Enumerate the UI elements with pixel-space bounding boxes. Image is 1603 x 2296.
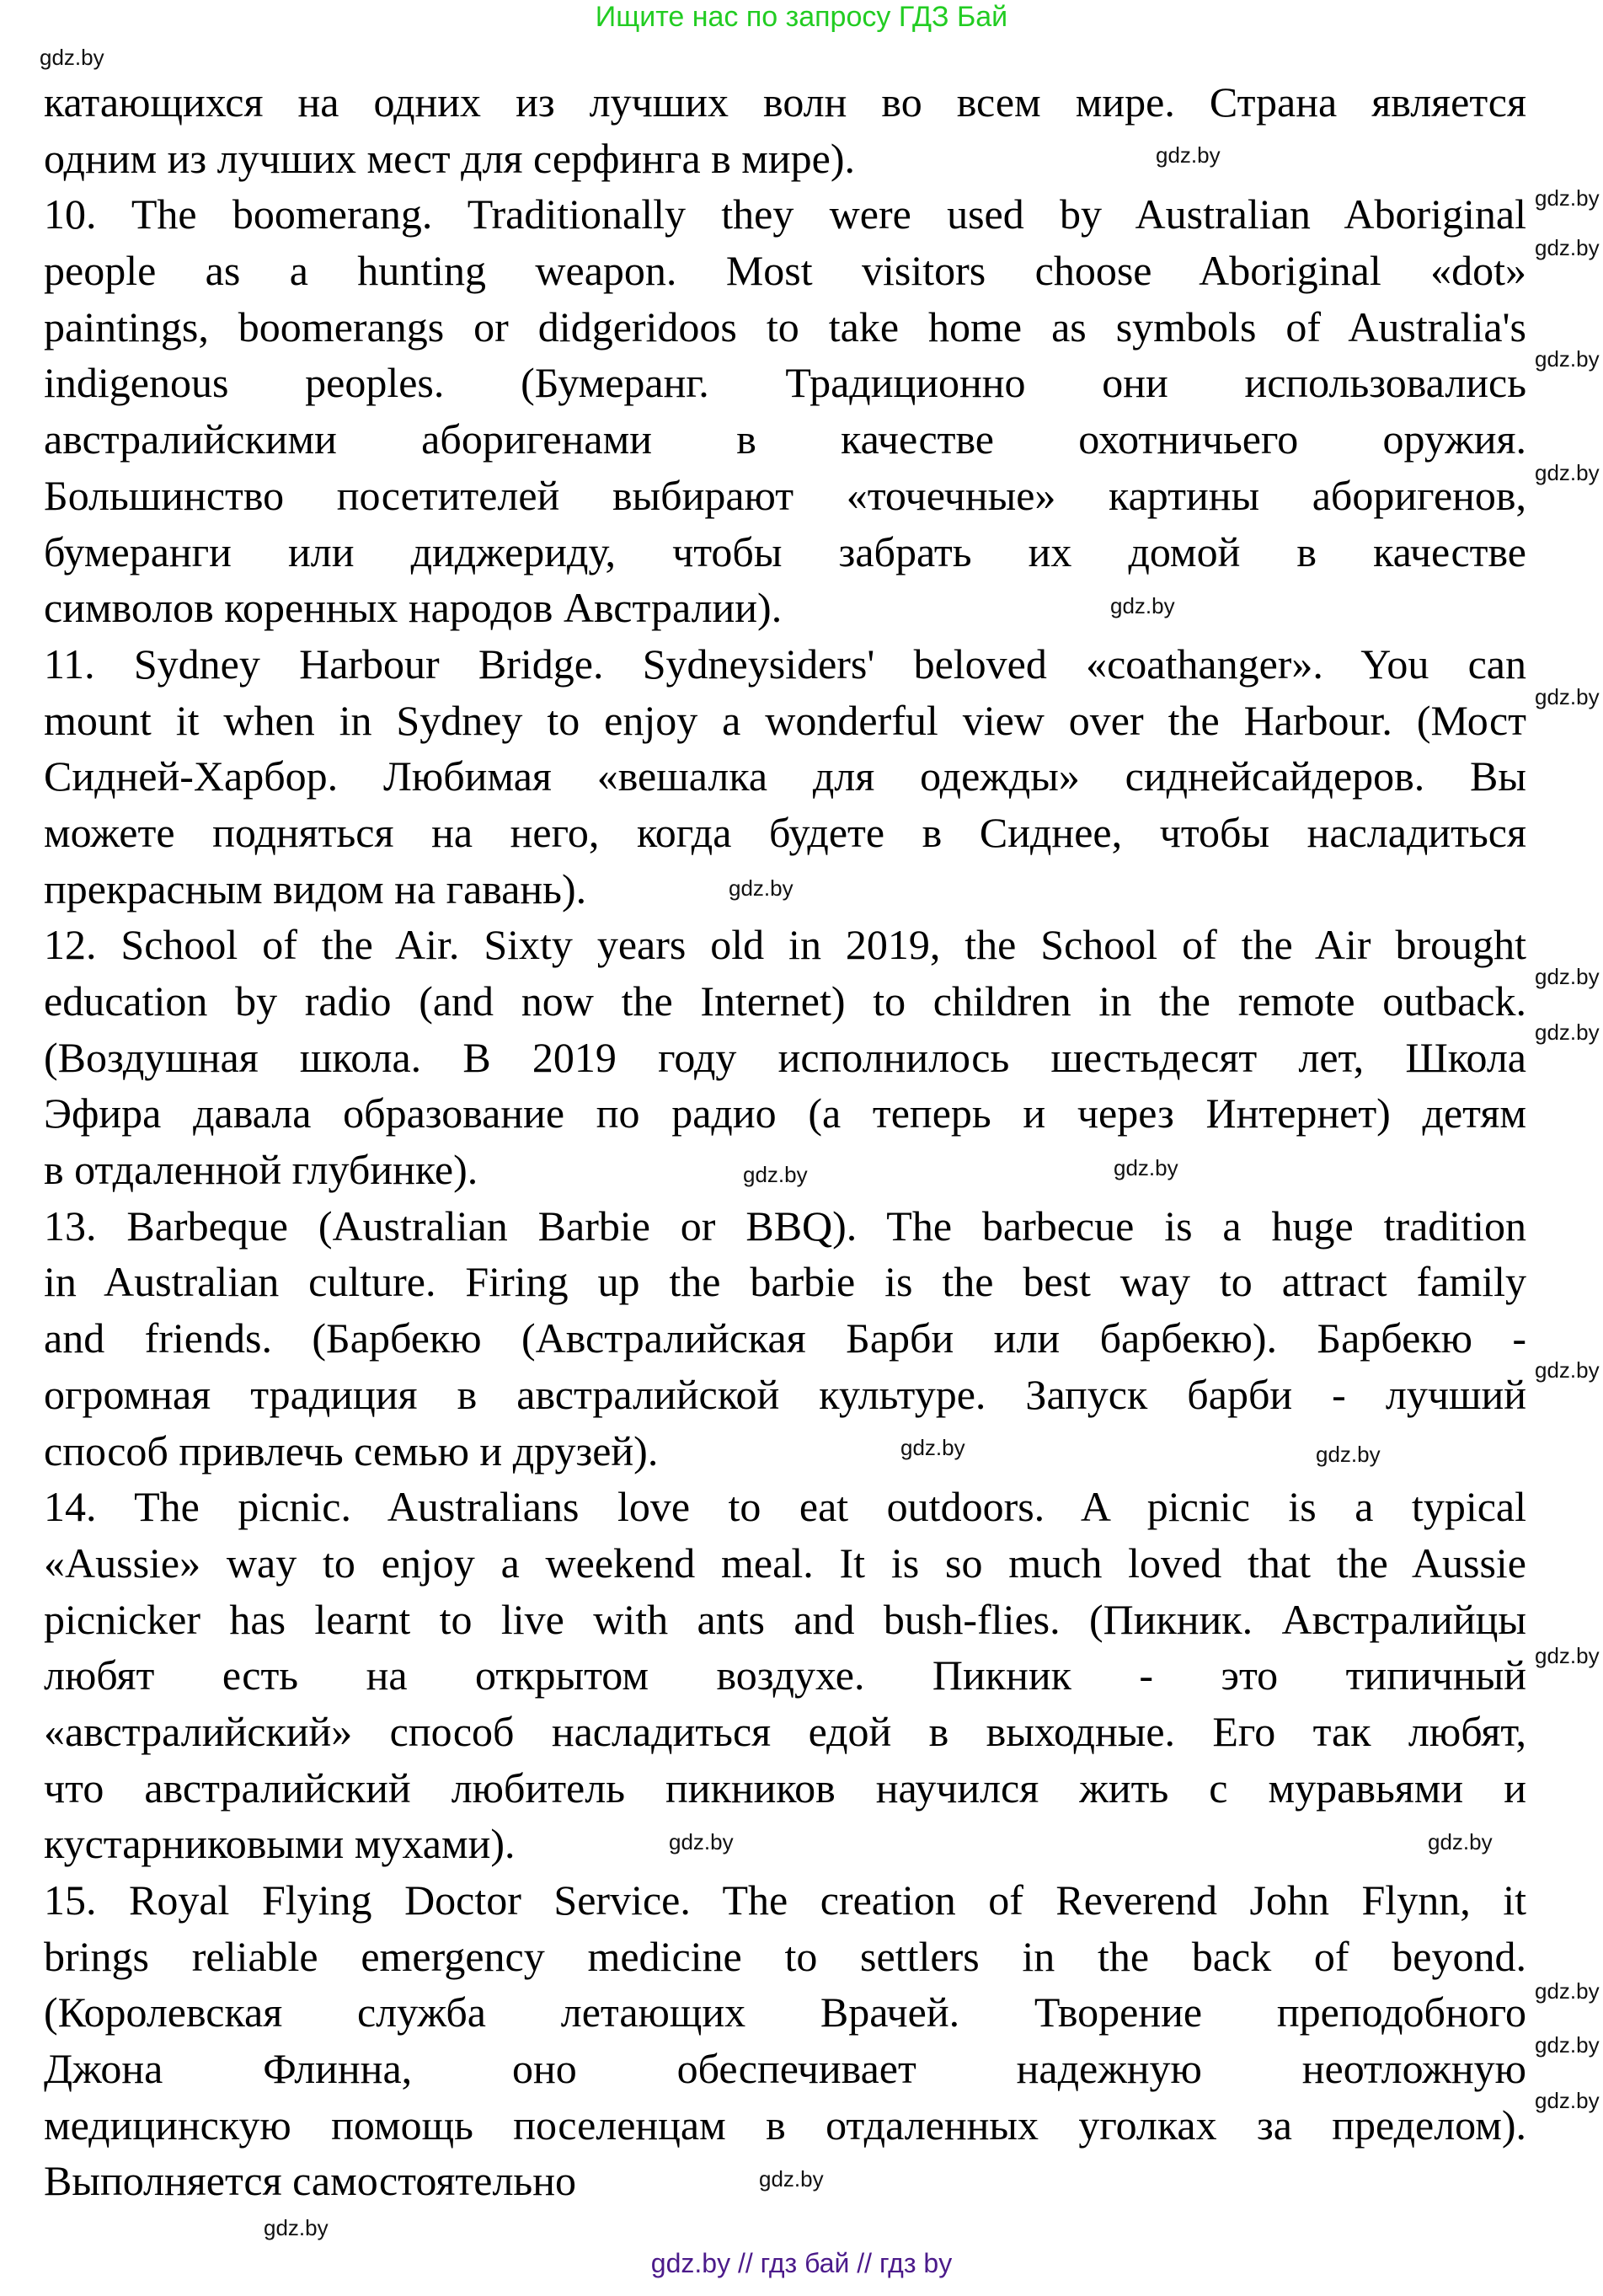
watermark: gdz.by: [1535, 1643, 1600, 1668]
text-line: 10. The boomerang. Traditionally they were used by Australian Aboriginal: [44, 190, 1526, 238]
watermark: gdz.by: [759, 2166, 824, 2192]
watermark: gdz.by: [1535, 1357, 1600, 1383]
text-line: paintings, boomerangs or didgeridoos to take home as symbols of Australia's: [44, 302, 1526, 351]
text-line: Большинство посетителей выбирают «точечные» картины аборигенов,: [44, 471, 1526, 519]
text-line: indigenous peoples. (Бумеранг. Традиционно они использовались: [44, 359, 1526, 407]
text-line: медицинскую помощь поселенцам в отдаленных уголках за пределом).: [44, 2101, 1526, 2149]
search-hint-banner[interactable]: Ищите нас по запросу ГДЗ Бай: [595, 1, 1008, 33]
text-line: people as a hunting weapon. Most visitors choose Aboriginal «dot»: [44, 247, 1526, 295]
text-line: education by radio (and now the Internet) to children in the remote outback.: [44, 977, 1526, 1025]
text-line: 15. Royal Flying Doctor Service. The creation of Reverend John Flynn, it: [44, 1876, 1526, 1924]
text-line: в отдаленной глубинке).: [44, 1146, 478, 1194]
watermark: gdz.by: [1535, 684, 1600, 709]
text-line: Выполняется самостоятельно: [44, 2157, 576, 2205]
watermark: gdz.by: [1535, 460, 1600, 485]
text-line: «австралийский» способ насладиться едой в выходные. Его так любят,: [44, 1707, 1526, 1755]
text-line: (Королевская служба летающих Врачей. Творение преподобного: [44, 1988, 1526, 2036]
watermark: gdz.by: [669, 1829, 734, 1854]
text-line: кустарниковыми мухами).: [44, 1820, 516, 1868]
watermark: gdz.by: [264, 2215, 329, 2240]
watermark: gdz.by: [1535, 235, 1600, 260]
watermark: gdz.by: [1535, 964, 1600, 989]
watermark: gdz.by: [1535, 346, 1600, 372]
text-line: picnicker has learnt to live with ants and bush-flies. (Пикник. Австралийцы: [44, 1595, 1526, 1643]
text-line: 12. School of the Air. Sixty years old in 2019, the School of the Air brought: [44, 921, 1526, 969]
text-line: Сидней-Харбор. Любимая «вешалка для одежды» сиднейсайдеров. Вы: [44, 752, 1526, 800]
text-line: австралийскими аборигенами в качестве охотничьего оружия.: [44, 415, 1526, 463]
watermark: gdz.by: [729, 875, 793, 901]
text-line: одним из лучших мест для серфинга в мире).: [44, 134, 855, 182]
text-line: огромная традиция в австралийской культуре. Запуск барби - лучший: [44, 1370, 1526, 1418]
text-line: in Australian culture. Firing up the barbie is the best way to attract family: [44, 1258, 1526, 1306]
text-line: символов коренных народов Австралии).: [44, 584, 783, 632]
watermark: gdz.by: [1156, 142, 1221, 168]
text-line: (Воздушная школа. В 2019 году исполнилось шестьдесят лет, Школа: [44, 1033, 1526, 1081]
watermark: gdz.by: [1535, 185, 1600, 211]
watermark: gdz.by: [1110, 593, 1175, 618]
text-line: 14. The picnic. Australians love to eat outdoors. A picnic is a typical: [44, 1483, 1526, 1531]
text-line: 13. Barbeque (Australian Barbie or BBQ). The barbecue is a huge tradition: [44, 1202, 1526, 1250]
text-line: «Aussie» way to enjoy a weekend meal. It is so much loved that the Aussie: [44, 1539, 1526, 1587]
watermark: gdz.by: [1316, 1442, 1381, 1467]
text-line: катающихся на одних из лучших волн во всем мире. Страна является: [44, 78, 1526, 126]
footer-links[interactable]: gdz.by // гдз бай // гдз by: [650, 2248, 953, 2278]
text-line: mount it when in Sydney to enjoy a wonderful view over the Harbour. (Мост: [44, 696, 1526, 744]
text-line: brings reliable emergency medicine to settlers in the back of beyond.: [44, 1932, 1526, 1980]
watermark: gdz.by: [900, 1435, 965, 1460]
watermark: gdz.by: [1535, 1020, 1600, 1045]
document-body: [44, 74, 1526, 2209]
text-line: Эфира давала образование по радио (а теперь и через Интернет) детям: [44, 1089, 1526, 1137]
text-line: Джона Флинна, оно обеспечивает надежную неотложную: [44, 2045, 1526, 2093]
text-line: можете подняться на него, когда будете в Сиднее, чтобы насладиться: [44, 808, 1526, 856]
text-line: что австралийский любитель пикников научился жить с муравьями и: [44, 1763, 1526, 1812]
watermark: gdz.by: [1535, 2032, 1600, 2058]
text-line: любят есть на открытом воздухе. Пикник - это типичный: [44, 1651, 1526, 1699]
watermark: gdz.by: [40, 45, 104, 70]
watermark: gdz.by: [1535, 1978, 1600, 2004]
watermark: gdz.by: [1535, 2088, 1600, 2113]
text-line: прекрасным видом на гавань).: [44, 864, 587, 913]
text-line: and friends. (Барбекю (Австралийская Барби или барбекю). Барбекю -: [44, 1314, 1526, 1362]
text-line: способ привлечь семью и друзей).: [44, 1426, 659, 1474]
watermark: gdz.by: [1114, 1155, 1178, 1180]
watermark: gdz.by: [1428, 1829, 1493, 1854]
text-line: бумеранги или диджериду, чтобы забрать их домой в качестве: [44, 527, 1526, 575]
watermark: gdz.by: [743, 1162, 808, 1187]
text-line: 11. Sydney Harbour Bridge. Sydneysiders' beloved «coathanger». You can: [44, 640, 1526, 688]
